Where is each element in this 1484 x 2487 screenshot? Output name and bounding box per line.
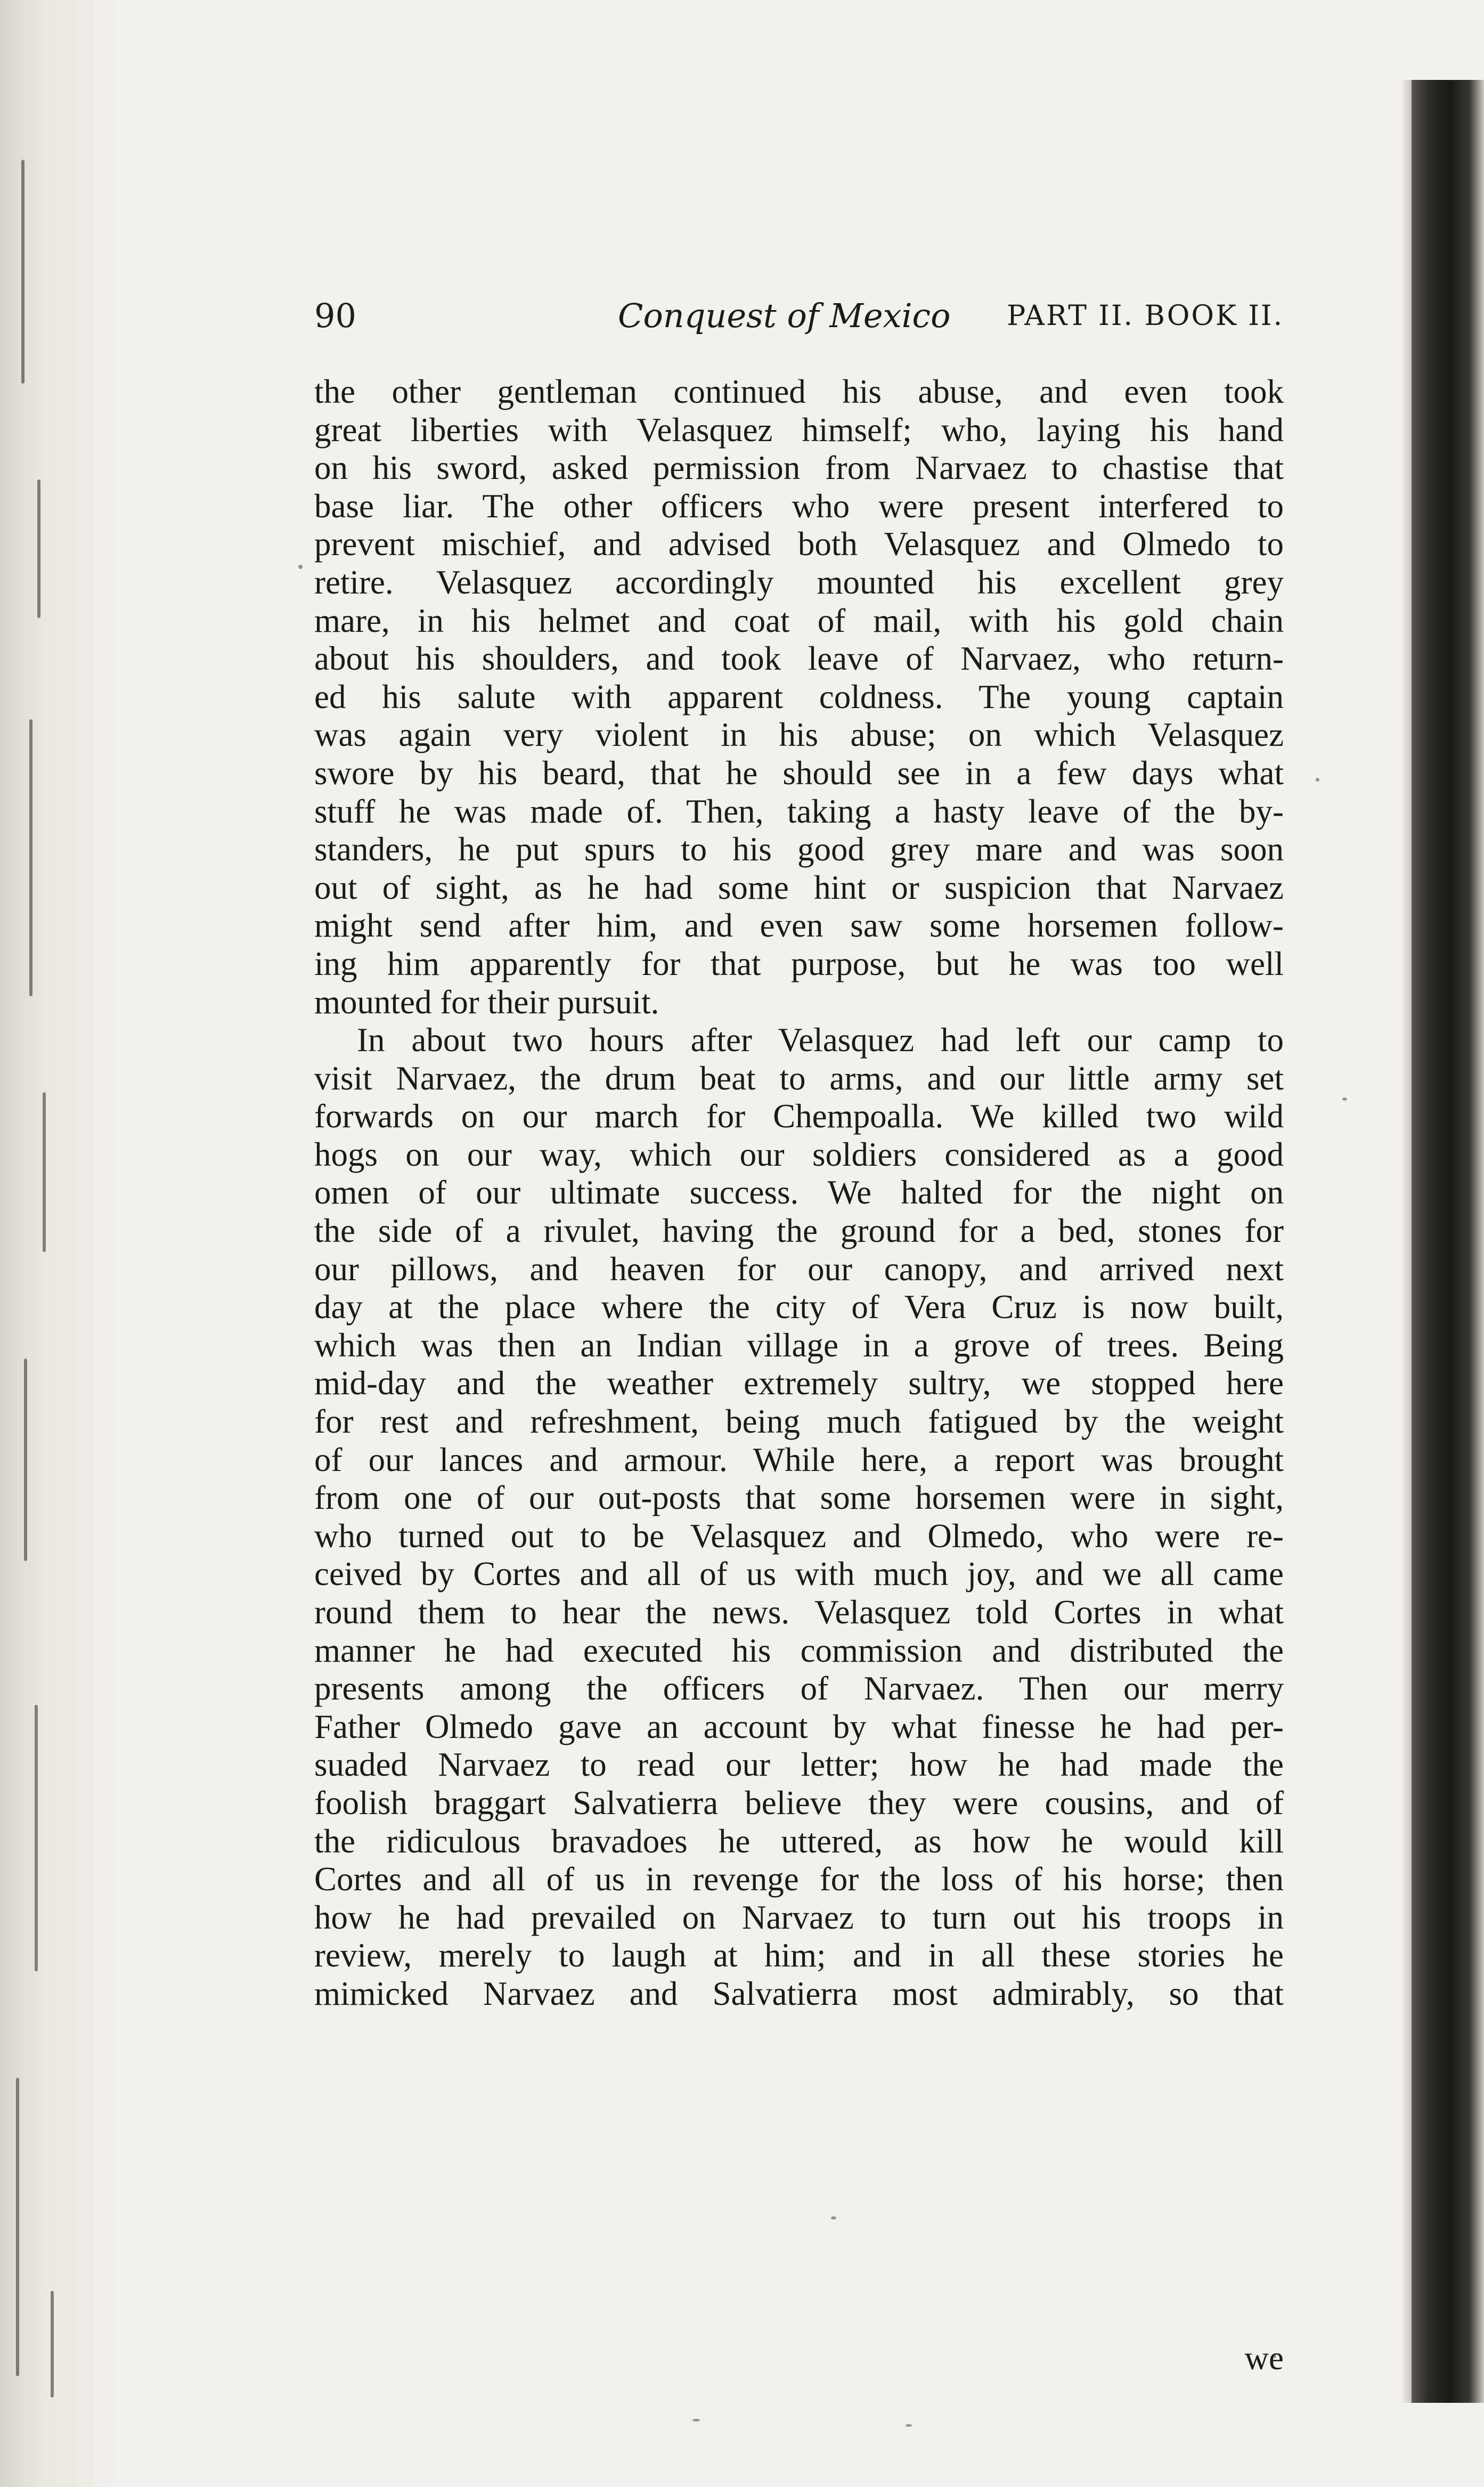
text-line: the ridiculous bravadoes he uttered, as how he would kill [314,1822,1284,1860]
text-line: base liar. The other officers who were present interfered to [314,487,1284,525]
text-line: Father Olmedo gave an account by what finesse he had per- [314,1708,1284,1745]
catchword: we [1244,2339,1284,2377]
text-line: mid-day and the weather extremely sultry, we stopped here [314,1364,1284,1402]
running-header [314,292,1284,340]
text-line: forwards on our march for Chempoalla. We killed two wild [314,1098,1284,1135]
text-line: about his shoulders, and took leave of Narvaez, who return- [314,640,1284,678]
text-line: which was then an Indian village in a grove of trees. Being [314,1326,1284,1364]
text-line: Cortes and all of us in revenge for the loss of his horse; then [314,1860,1284,1898]
text-line: great liberties with Velasquez himself; who, laying his hand [314,411,1284,449]
text-line: omen of our ultimate success. We halted for the night on [314,1174,1284,1212]
text-line: might send after him, and even saw some horsemen follow- [314,907,1284,945]
text-line: stuff he was made of. Then, taking a hasty leave of the by- [314,792,1284,830]
text-line: ing him apparently for that purpose, but he was too well [314,945,1284,982]
text-line: how he had prevailed on Narvaez to turn out his troops in [314,1898,1284,1936]
text-line: visit Narvaez, the drum beat to arms, and our little army set [314,1059,1284,1097]
text-line: mare, in his helmet and coat of mail, with his gold chain [314,602,1284,639]
text-line: our pillows, and heaven for our canopy, and arrived next [314,1250,1284,1288]
text-line: from one of our out-posts that some horsemen were in sight, [314,1479,1284,1517]
text-line: retire. Velasquez accordingly mounted his excellent grey [314,563,1284,601]
text-line: the side of a rivulet, having the ground for a bed, stones for [314,1212,1284,1250]
page-edge-dark [1412,80,1484,2403]
text-line: the other gentleman continued his abuse, and even took [314,373,1284,410]
paragraph-start-line: In about two hours after Velasquez had left our camp to [357,1021,1284,1059]
text-line: prevent mischief, and advised both Velasquez and Olmedo to [314,525,1284,563]
part-book-label: PART II. BOOK II. [1007,300,1284,332]
text-line: ed his salute with apparent coldness. The young captain [314,678,1284,716]
text-line: ceived by Cortes and all of us with much joy, and we all came [314,1555,1284,1593]
text-line: review, merely to laugh at him; and in all these stories he [314,1937,1284,1974]
paragraph-end-line: mounted for their pursuit. [314,983,659,1021]
text-line: suaded Narvaez to read our letter; how he had made the [314,1746,1284,1784]
text-line: of our lances and armour. While here, a report was brought [314,1441,1284,1478]
text-line: mimicked Narvaez and Salvatierra most admirably, so that [314,1974,1284,2012]
text-line: hogs on our way, which our soldiers considered as a good [314,1135,1284,1173]
binding-gutter [0,0,128,2487]
page-number: 90 [314,296,356,335]
text-line: who turned out to be Velasquez and Olmedo, who were re- [314,1517,1284,1555]
running-title: Conquest of Mexico [618,296,951,335]
text-line: for rest and refreshment, being much fatigued by the weight [314,1403,1284,1441]
text-line: was again very violent in his abuse; on which Velasquez [314,716,1284,754]
text-line: foolish braggart Salvatierra believe they were cousins, and of [314,1784,1284,1822]
text-line: presents among the officers of Narvaez. Then our merry [314,1670,1284,1708]
text-line: swore by his beard, that he should see in a few days what [314,754,1284,792]
text-line: day at the place where the city of Vera Cruz is now built, [314,1288,1284,1326]
text-line: manner he had executed his commission and distributed the [314,1631,1284,1669]
text-line: standers, he put spurs to his good grey mare and was soon [314,831,1284,868]
text-line: round them to hear the news. Velasquez told Cortes in what [314,1594,1284,1631]
text-line: out of sight, as he had some hint or suspicion that Narvaez [314,868,1284,906]
text-line: on his sword, asked permission from Narvaez to chastise that [314,449,1284,487]
body-text [314,373,1284,2013]
